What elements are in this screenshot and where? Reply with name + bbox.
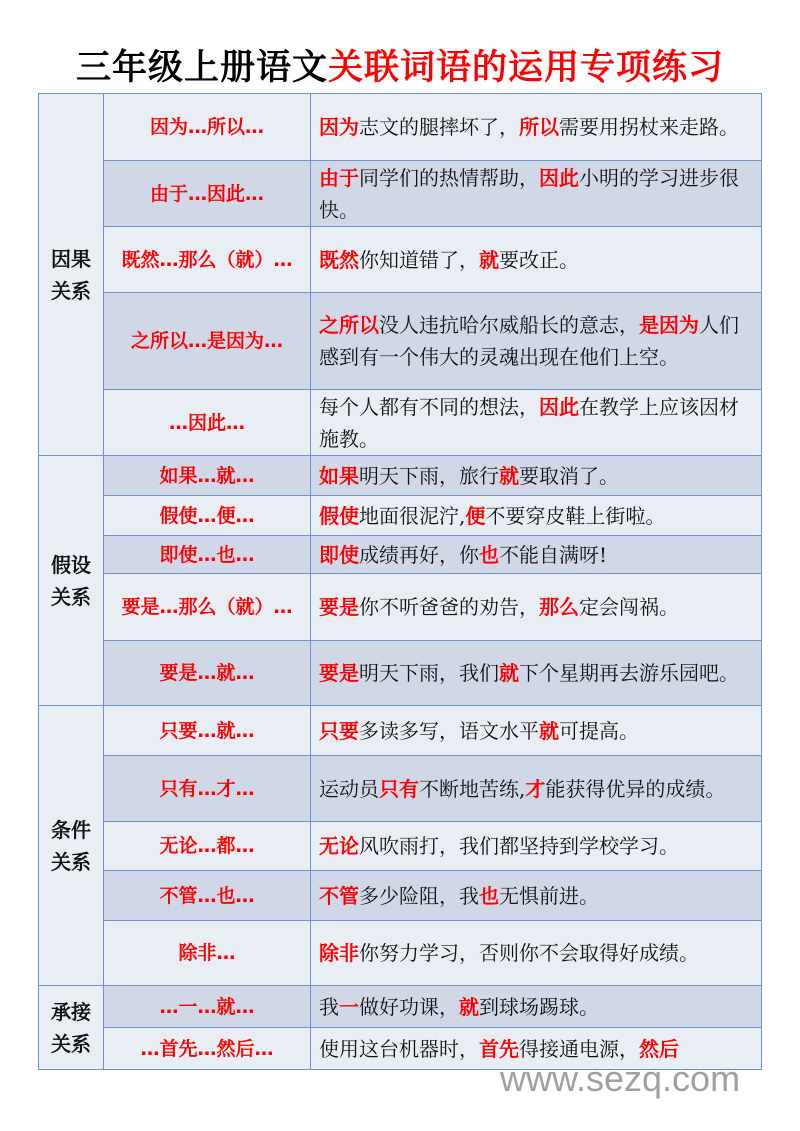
sentence-text: 没人违抗哈尔威船长的意志， <box>379 313 639 337</box>
sentence-text: 做好功课， <box>359 994 459 1019</box>
sentence-text: 得接通电源， <box>519 1036 639 1061</box>
conjunction-highlight: 就 <box>459 994 479 1019</box>
conjunction-highlight: 首先 <box>479 1036 519 1061</box>
table-row <box>39 94 762 161</box>
table-row <box>39 293 762 390</box>
sentence-text: 到球场踢球。 <box>479 994 599 1019</box>
category-cell: 因果 关系 <box>39 94 104 456</box>
sentence-text: 不要穿皮鞋上街啦。 <box>485 503 666 528</box>
conjunction-highlight: 既然 <box>319 247 359 272</box>
example-sentence <box>311 293 762 390</box>
sentence-text: 我 <box>319 994 339 1019</box>
conjunction-cell: 如果…就… <box>104 456 311 496</box>
conjunction-highlight: 假使 <box>319 503 359 528</box>
conjunction-cell: 即使…也… <box>104 536 311 574</box>
sentence-text: 你努力学习，否则你不会取得好成绩。 <box>359 941 699 965</box>
conjunction-highlight: 一 <box>339 994 359 1019</box>
sentence-text: 能获得优异的成绩。 <box>545 776 726 801</box>
sentence-text: 每个人都有不同的想法， <box>319 394 539 419</box>
sentence-text: 同学们的热情帮助， <box>359 165 539 190</box>
category-cell: 条件 关系 <box>39 706 104 986</box>
table-row <box>39 161 762 227</box>
table-row <box>39 641 762 706</box>
conjunction-cell: …一…就… <box>104 986 311 1028</box>
sentence-text: 运动员 <box>319 776 379 801</box>
sentence-text: 下个星期再去游乐园吧。 <box>519 661 739 685</box>
conjunction-highlight: 如果 <box>319 463 359 488</box>
conjunction-cell: 除非… <box>104 921 311 986</box>
example-sentence <box>311 227 762 293</box>
title-black: 三年级上册语文 <box>75 48 328 88</box>
conjunction-highlight: 要是 <box>319 661 359 685</box>
conjunction-cell: 无论…都… <box>104 822 311 871</box>
sentence-text: 无惧前进。 <box>499 883 599 908</box>
conjunction-highlight: 因此 <box>539 394 579 419</box>
conjunction-cell: 之所以…是因为… <box>104 293 311 390</box>
sentence-text: 人们感到有一个伟大的灵魂出现在他们上空。 <box>319 313 739 369</box>
conjunction-highlight: 不管 <box>319 883 359 908</box>
conjunction-highlight: 就 <box>539 718 559 743</box>
example-sentence <box>311 496 762 536</box>
conjunction-highlight: 除非 <box>319 941 359 965</box>
example-sentence <box>311 921 762 986</box>
sentence-text: 要取消了。 <box>519 463 619 488</box>
conjunction-highlight: 要是 <box>319 595 359 619</box>
table-row <box>39 496 762 536</box>
table-row <box>39 536 762 574</box>
table-row <box>39 574 762 641</box>
conjunction-cell: 因为…所以… <box>104 94 311 161</box>
sentence-text: 明天下雨，旅行 <box>359 463 499 488</box>
sentence-text: 在教学上应该因材施教。 <box>319 394 739 451</box>
conjunction-highlight: 然后 <box>639 1036 679 1061</box>
table-row <box>39 756 762 822</box>
conjunction-highlight: 只要 <box>319 718 359 743</box>
conjunction-highlight: 只有 <box>379 776 419 801</box>
conjunction-highlight: 是因为 <box>639 313 699 337</box>
example-sentence <box>311 574 762 641</box>
conjunction-cell: 由于…因此… <box>104 161 311 227</box>
example-sentence <box>311 161 762 227</box>
conjunction-highlight: 无论 <box>319 834 359 858</box>
conjunction-highlight: 即使 <box>319 542 359 567</box>
conjunction-highlight: 才 <box>525 776 546 801</box>
example-sentence <box>311 94 762 161</box>
table-row <box>39 390 762 456</box>
sentence-text: 要改正。 <box>499 247 579 272</box>
sentence-text: 成绩再好，你 <box>359 542 479 567</box>
example-sentence <box>311 641 762 706</box>
conjunction-cell: 假使…便… <box>104 496 311 536</box>
conjunction-highlight: 也 <box>479 542 499 567</box>
sentence-text: 需要用拐杖来走路。 <box>559 115 739 139</box>
example-sentence <box>311 706 762 756</box>
table-row <box>39 921 762 986</box>
example-sentence <box>311 871 762 921</box>
sentence-text: 小明的学习进步很快。 <box>319 165 739 222</box>
example-sentence <box>311 986 762 1028</box>
table-row <box>39 706 762 756</box>
conjunction-highlight: 因此 <box>539 165 579 190</box>
sentence-text: 你知道错了， <box>359 247 479 272</box>
conjunction-highlight: 就 <box>499 463 519 488</box>
sentence-text: 定会闯祸。 <box>579 595 679 619</box>
conjunction-highlight: 由于 <box>319 165 359 190</box>
category-cell: 假设 关系 <box>39 456 104 706</box>
table-row <box>39 986 762 1028</box>
conjunction-cell: 只要…就… <box>104 706 311 756</box>
sentence-text: 地面很泥泞, <box>359 503 466 528</box>
sentence-text: 多少险阻，我 <box>359 883 479 908</box>
conjunction-cell: …首先…然后… <box>104 1028 311 1070</box>
sentence-text: 风吹雨打，我们都坚持到学校学习。 <box>359 834 679 858</box>
title-red: 关联词语的运用专项练习 <box>328 48 725 88</box>
sentence-text: 明天下雨，我们 <box>359 661 499 685</box>
sentence-text: 不能自满呀! <box>499 542 608 567</box>
conjunction-table <box>38 93 762 1070</box>
conjunction-highlight: 就 <box>479 247 499 272</box>
conjunction-cell: 只有…才… <box>104 756 311 822</box>
example-sentence <box>311 456 762 496</box>
example-sentence <box>311 390 762 456</box>
conjunction-highlight: 就 <box>499 661 519 685</box>
watermark: www.sezq.com <box>500 1058 741 1099</box>
table-row <box>39 871 762 921</box>
sentence-text: 不断地苦练, <box>419 776 526 801</box>
table-row <box>39 822 762 871</box>
conjunction-highlight: 那么 <box>539 595 579 619</box>
conjunction-cell: 要是…那么（就）… <box>104 574 311 641</box>
sentence-text: 志文的腿摔坏了， <box>359 115 519 139</box>
sentence-text: 使用这台机器时， <box>319 1036 479 1061</box>
page-title <box>0 40 800 90</box>
conjunction-cell: 要是…就… <box>104 641 311 706</box>
category-cell: 承接 关系 <box>39 986 104 1070</box>
sentence-text: 可提高。 <box>559 718 639 743</box>
example-sentence <box>311 822 762 871</box>
table-row <box>39 456 762 496</box>
table-row <box>39 227 762 293</box>
conjunction-highlight: 因为 <box>319 115 359 139</box>
example-sentence <box>311 536 762 574</box>
conjunction-cell: 既然…那么（就）… <box>104 227 311 293</box>
conjunction-cell: …因此… <box>104 390 311 456</box>
conjunction-highlight: 便 <box>465 503 486 528</box>
sentence-text: 多读多写，语文水平 <box>359 718 539 743</box>
conjunction-cell: 不管…也… <box>104 871 311 921</box>
conjunction-highlight: 也 <box>479 883 499 908</box>
sentence-text: 你不听爸爸的劝告， <box>359 595 539 619</box>
conjunction-highlight: 所以 <box>519 115 559 139</box>
conjunction-highlight: 之所以 <box>319 313 379 337</box>
example-sentence <box>311 756 762 822</box>
